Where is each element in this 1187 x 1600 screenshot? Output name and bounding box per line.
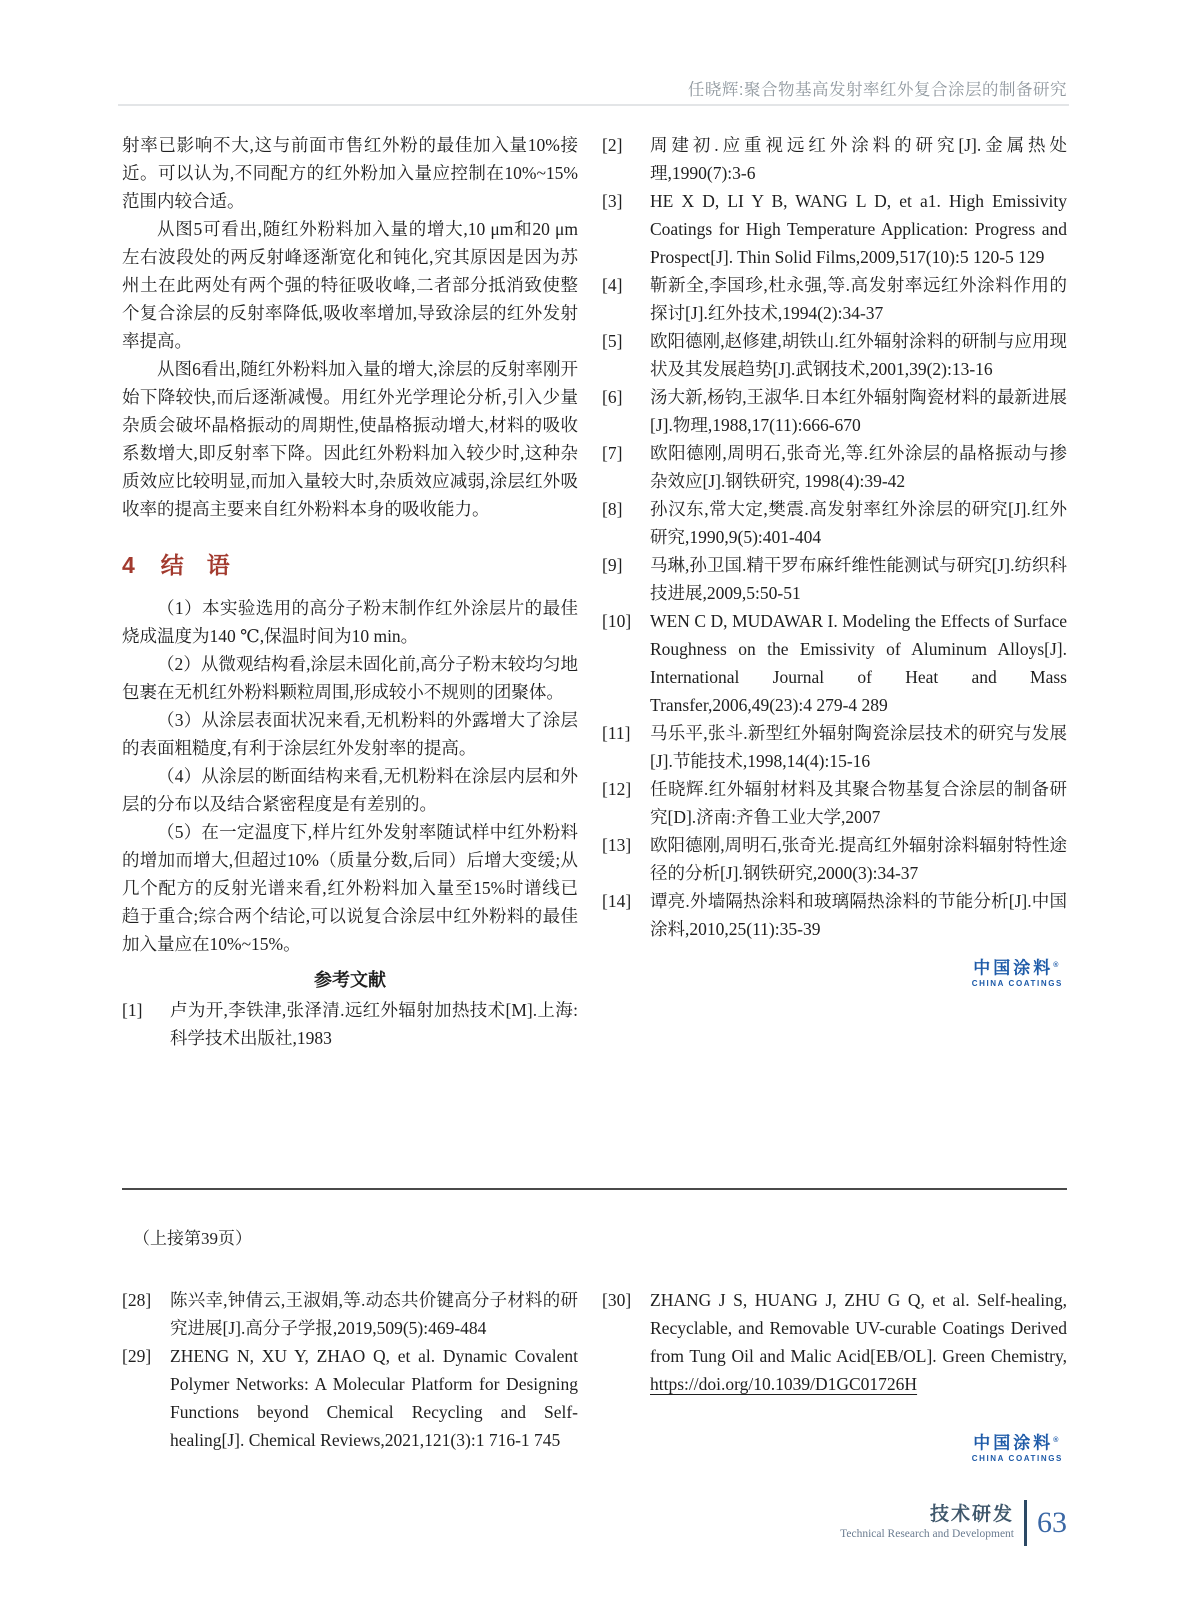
reference-item bbox=[602, 495, 1067, 551]
reference-item bbox=[602, 607, 1067, 719]
doi-link[interactable]: https://doi.org/10.1039/D1GC01726H bbox=[650, 1374, 918, 1394]
footer-section-label bbox=[840, 1504, 1014, 1542]
reference-item bbox=[602, 439, 1067, 495]
reference-number: [8] bbox=[602, 499, 623, 519]
conclusion-item: （2）从微观结构看,涂层未固化前,高分子粉末较均匀地包裹在无机红外粉料颗粒周围,形成较小不规则的团聚体。 bbox=[122, 654, 578, 702]
reference-text: 欧阳德刚,周明石,张奇光,等.红外涂层的晶格振动与掺杂效应[J].钢铁研究, 1998(4):39-42 bbox=[650, 443, 1067, 491]
reference-text: 欧阳德刚,周明石,张奇光.提高红外辐射涂料辐射特性途径的分析[J].钢铁研究,2000(3):34-37 bbox=[650, 835, 1067, 883]
reference-number: [10] bbox=[602, 611, 632, 631]
reference-item bbox=[122, 996, 578, 1052]
reference-number: [12] bbox=[602, 779, 632, 799]
reference-text: 马乐平,张斗.新型红外辐射陶瓷涂层技术的研究与发展[J].节能技术,1998,14(4):15-16 bbox=[650, 723, 1067, 771]
conclusion-item: （3）从涂层表面状况来看,无机粉料的外露增大了涂层的表面粗糙度,有利于涂层红外发射率的提高。 bbox=[122, 710, 578, 758]
reference-item bbox=[122, 1286, 578, 1342]
reference-text: WEN C D, MUDAWAR I. Modeling the Effects of Surface Roughness on the Emissivity of Aluminum Alloys[J]. International Journal of Heat and Mass Transfer,2006,49(23):4 279-4 289 bbox=[650, 611, 1067, 715]
reference-number: [1] bbox=[122, 1000, 143, 1020]
reference-text: ZHENG N, XU Y, ZHAO Q, et al. Dynamic Covalent Polymer Networks: A Molecular Platform for Designing Functions beyond Chemical Recycling and Self-healing[J]. Chemical Reviews,2021,121(3):1 716-1 745 bbox=[170, 1346, 578, 1450]
reference-text: ZHANG J S, HUANG J, ZHU G Q, et al. Self-healing, Recyclable, and Removable UV-curable Coatings Derived from Tung Oil and Malic Acid[EB/OL]. Green Chemistry, bbox=[650, 1290, 1067, 1366]
logo-text-zh: 中国涂料® bbox=[973, 958, 1062, 978]
body-paragraph: 射率已影响不大,这与前面市售红外粉的最佳加入量10%接近。可以认为,不同配方的红外粉加入量应控制在10%~15%范围内较合适。 bbox=[122, 135, 578, 211]
logo-text-zh: 中国涂料® bbox=[973, 1433, 1062, 1453]
reference-item bbox=[602, 1286, 1067, 1398]
reference-number: [28] bbox=[122, 1290, 152, 1310]
reference-item bbox=[602, 327, 1067, 383]
logo-text-en: CHINA COATINGS bbox=[971, 1453, 1063, 1463]
continued-section bbox=[122, 1286, 1067, 1465]
reference-item bbox=[602, 271, 1067, 327]
reference-number: [5] bbox=[602, 331, 623, 351]
references-heading: 参考文献 bbox=[314, 970, 386, 990]
reference-number: [30] bbox=[602, 1290, 632, 1310]
conclusion-item: （4）从涂层的断面结构来看,无机粉料在涂层内层和外层的分布以及结合紧密程度是有差别的。 bbox=[122, 766, 578, 814]
reference-text: 汤大新,杨钧,王淑华.日本红外辐射陶瓷材料的最新进展[J].物理,1988,17(11):666-670 bbox=[650, 387, 1067, 435]
reference-item bbox=[602, 775, 1067, 831]
page-number: 63 bbox=[1037, 1506, 1067, 1539]
reference-text: HE X D, LI Y B, WANG L D, et a1. High Emissivity Coatings for High Temperature Application: Progress and Prospect[J]. Thin Solid Films,2009,517(10):5 120-5 129 bbox=[650, 191, 1067, 267]
reference-text: 欧阳德刚,赵修建,胡铁山.红外辐射涂料的研制与应用现状及其发展趋势[J].武钢技术,2001,39(2):13-16 bbox=[650, 331, 1067, 379]
body-paragraph: 从图5可看出,随红外粉料加入量的增大,10 μm和20 μm左右波段处的两反射峰逐渐宽化和钝化,究其原因是因为苏州土在此两处有两个强的特征吸收峰,二者部分抵消致使整个复合涂层的反射率降低,吸收率增加,导致涂层的红外发射率提高。 bbox=[122, 219, 578, 351]
page-footer bbox=[840, 1500, 1067, 1546]
reference-number: [9] bbox=[602, 555, 623, 575]
conclusion-item: （5）在一定温度下,样片红外发射率随试样中红外粉料的增加而增大,但超过10%（质量分数,后同）后增大变缓;从几个配方的反射光谱来看,红外粉料加入量至15%时谱线已趋于重合;综合两个结论,可以说复合涂层中红外粉料的最佳加入量应在10%~15%。 bbox=[122, 822, 578, 954]
trademark-icon: ® bbox=[1053, 1437, 1062, 1444]
footer-divider-bar bbox=[1024, 1500, 1027, 1546]
reference-item bbox=[602, 831, 1067, 887]
reference-item bbox=[602, 887, 1067, 943]
reference-text: 靳新全,李国珍,杜永强,等.高发射率远红外涂料作用的探讨[J].红外技术,1994(2):34-37 bbox=[650, 275, 1067, 323]
header-rule bbox=[118, 104, 1069, 106]
reference-number: [14] bbox=[602, 891, 632, 911]
reference-number: [4] bbox=[602, 275, 623, 295]
section-title: 结 语 bbox=[160, 552, 230, 578]
reference-text: 陈兴幸,钟倩云,王淑娟,等.动态共价键高分子材料的研究进展[J].高分子学报,2019,509(5):469-484 bbox=[170, 1290, 578, 1338]
reference-number: [13] bbox=[602, 835, 632, 855]
reference-item bbox=[602, 187, 1067, 271]
footer-label-zh: 技术研发 bbox=[929, 1504, 1014, 1525]
reference-item bbox=[122, 1342, 578, 1454]
reference-number: [6] bbox=[602, 387, 623, 407]
reference-item bbox=[602, 719, 1067, 775]
continued-right-column bbox=[602, 1286, 1067, 1465]
reference-number: [29] bbox=[122, 1346, 152, 1366]
china-coatings-logo bbox=[972, 1432, 1063, 1465]
reference-item bbox=[602, 551, 1067, 607]
article-divider-rule bbox=[122, 1188, 1067, 1190]
conclusion-item: （1）本实验选用的高分子粉末制作红外涂层片的最佳烧成温度为140 ℃,保温时间为10 min。 bbox=[122, 598, 578, 646]
china-coatings-logo bbox=[972, 957, 1063, 990]
running-title: 任晓辉:聚合物基高发射率红外复合涂层的制备研究 bbox=[687, 81, 1067, 99]
right-column bbox=[602, 131, 1067, 1052]
reference-item bbox=[602, 131, 1067, 187]
section-heading bbox=[122, 547, 578, 580]
reference-number: [2] bbox=[602, 135, 623, 155]
reference-item bbox=[602, 383, 1067, 439]
reference-number: [7] bbox=[602, 443, 623, 463]
reference-text: 谭亮.外墙隔热涂料和玻璃隔热涂料的节能分析[J].中国涂料,2010,25(11):35-39 bbox=[650, 891, 1067, 939]
logo-text-en: CHINA COATINGS bbox=[971, 978, 1063, 988]
continued-from-note: （上接第39页） bbox=[133, 1229, 252, 1248]
section-number: 4 bbox=[122, 552, 135, 578]
left-column bbox=[122, 131, 578, 1052]
continued-left-column bbox=[122, 1286, 578, 1465]
main-content bbox=[122, 131, 1067, 1052]
reference-number: [11] bbox=[602, 723, 631, 743]
reference-text: 马琳,孙卫国.精干罗布麻纤维性能测试与研究[J].纺织科技进展,2009,5:50-51 bbox=[650, 555, 1067, 603]
trademark-icon: ® bbox=[1053, 962, 1062, 969]
reference-text: 卢为开,李铁津,张泽清.远红外辐射加热技术[M].上海:科学技术出版社,1983 bbox=[170, 1000, 578, 1048]
reference-number: [3] bbox=[602, 191, 623, 211]
footer-label-en: Technical Research and Development bbox=[840, 1528, 1014, 1540]
reference-text: 孙汉东,常大定,樊震.高发射率红外涂层的研究[J].红外研究,1990,9(5):401-404 bbox=[650, 499, 1067, 547]
body-paragraph: 从图6看出,随红外粉料加入量的增大,涂层的反射率刚开始下降较快,而后逐渐减慢。用红外光学理论分析,引入少量杂质会破坏晶格振动的周期性,使晶格振动增大,材料的吸收系数增大,即反射率下降。因此红外粉料加入较少时,这种杂质效应比较明显,而加入量较大时,杂质效应减弱,涂层红外吸收率的提高主要来自红外粉料本身的吸收能力。 bbox=[122, 359, 578, 519]
reference-text: 任晓辉.红外辐射材料及其聚合物基复合涂层的制备研究[D].济南:齐鲁工业大学,2007 bbox=[650, 779, 1067, 827]
reference-text: 周建初.应重视远红外涂料的研究[J].金属热处理,1990(7):3-6 bbox=[650, 135, 1067, 183]
